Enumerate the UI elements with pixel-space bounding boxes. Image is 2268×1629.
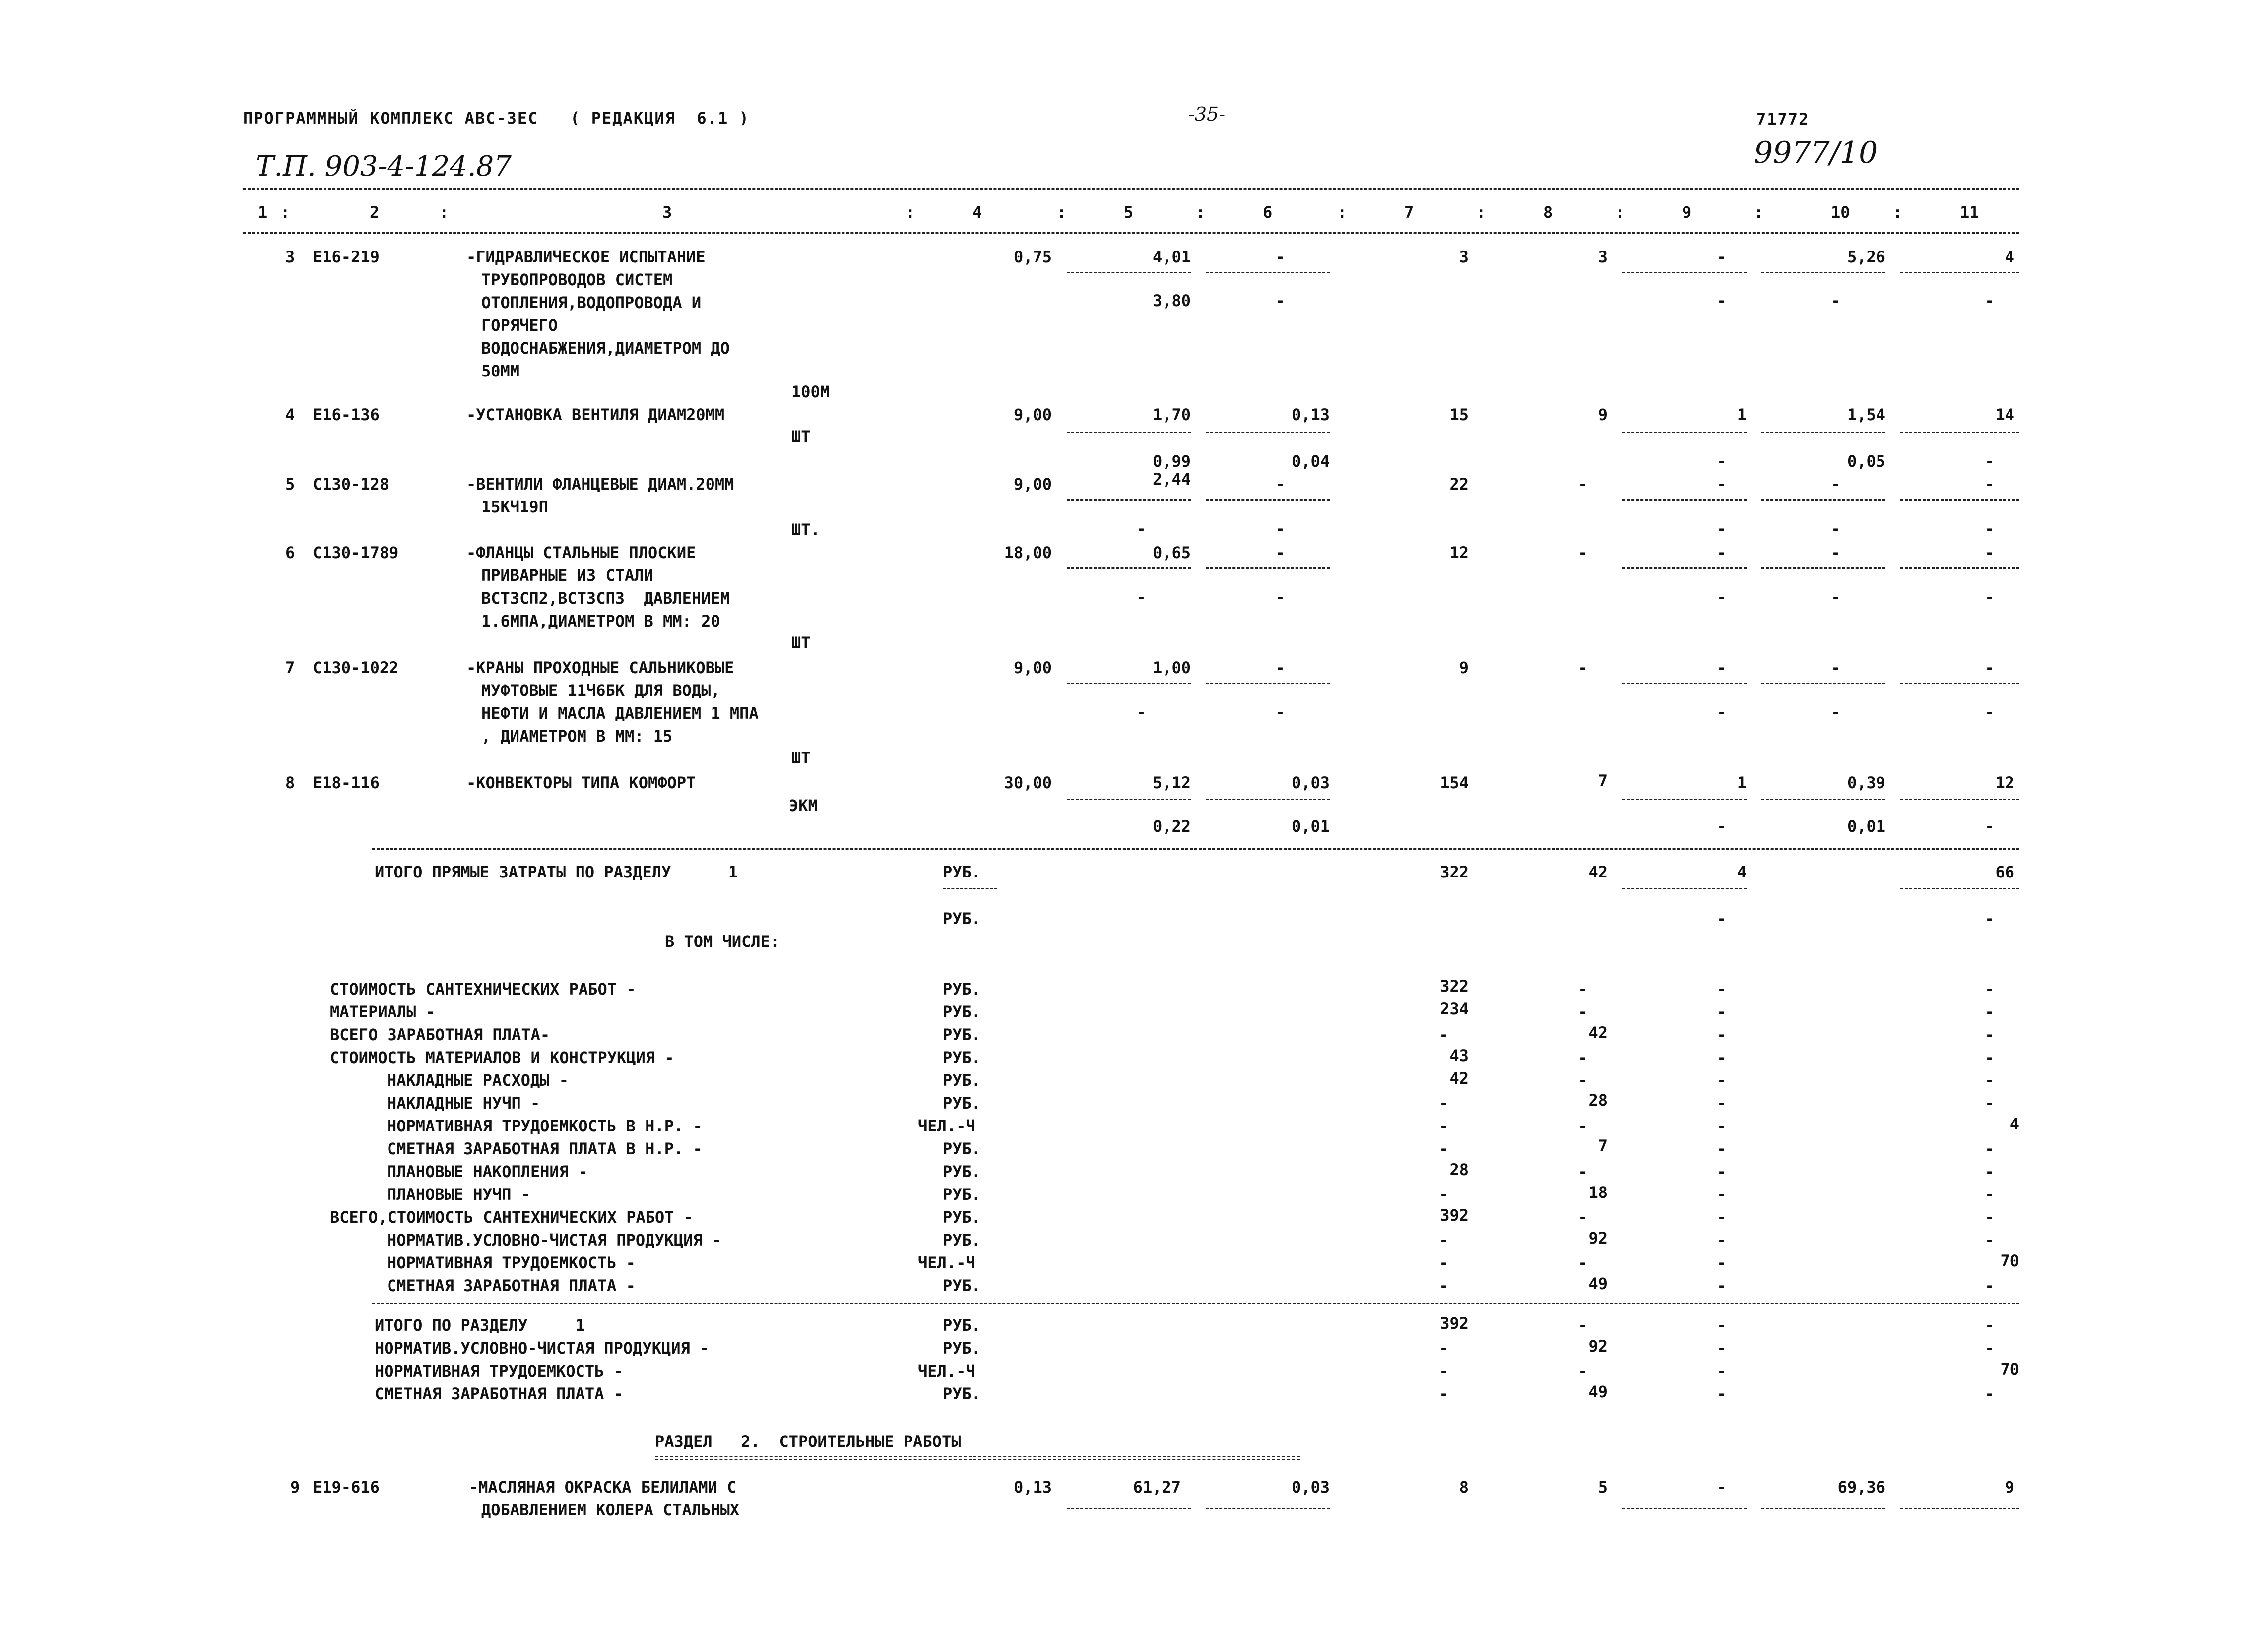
cell: - — [1439, 1384, 1449, 1403]
row-code: Е16-136 — [313, 405, 380, 424]
row-number: 3 — [285, 248, 295, 266]
cell: - — [1717, 1384, 1727, 1403]
cell: - — [1136, 703, 1146, 722]
cell: 4 — [2009, 1115, 2019, 1133]
cell: 0,05 — [1847, 452, 1885, 471]
row-number: 7 — [285, 658, 295, 677]
unit: РУБ. — [943, 1208, 981, 1227]
cell: - — [1985, 1231, 1995, 1250]
work-name: -ВЕНТИЛИ ФЛАНЦЕВЫЕ ДИАМ.20ММ — [466, 475, 734, 494]
cell: - — [1578, 1253, 1588, 1272]
quantity: 9,00 — [1013, 475, 1052, 494]
cell: - — [1275, 291, 1285, 310]
work-name: ВОДОСНАБЖЕНИЯ,ДИАМЕТРОМ ДО — [481, 339, 730, 358]
cell: - — [1275, 519, 1285, 538]
cell: - — [1717, 452, 1727, 471]
cell: - — [1831, 658, 1841, 677]
cell: - — [1985, 543, 1995, 562]
cell: - — [1439, 1185, 1449, 1204]
cell: - — [1985, 1339, 1995, 1358]
total-direct-label: ИТОГО ПРЯМЫЕ ЗАТРАТЫ ПО РАЗДЕЛУ 1 — [375, 863, 738, 881]
cell: - — [1985, 1384, 1995, 1403]
breakdown-label: СМЕТНАЯ ЗАРАБОТНАЯ ПЛАТА В Н.Р. - — [387, 1139, 703, 1158]
unit: РУБ. — [943, 1071, 981, 1090]
cell: 9 — [2005, 1478, 2014, 1497]
including-title: В ТОМ ЧИСЛЕ: — [665, 932, 780, 951]
row-code: С130-1789 — [313, 543, 399, 562]
cell: 9 — [1598, 405, 1608, 424]
work-name: НЕФТИ И МАСЛА ДАВЛЕНИЕМ 1 МПА — [481, 704, 759, 723]
cell: - — [1275, 475, 1285, 494]
cell: 12 — [1449, 543, 1469, 562]
breakdown-label: ВСЕГО ЗАРАБОТНАЯ ПЛАТА- — [330, 1025, 550, 1044]
cell: - — [1831, 291, 1841, 310]
cell: 0,99 — [1152, 452, 1191, 471]
cell: 42 — [1449, 1069, 1469, 1088]
column-header: 7 — [1404, 203, 1414, 222]
cell: 43 — [1449, 1046, 1469, 1065]
cell: 0,39 — [1847, 773, 1885, 792]
cell: - — [1439, 1139, 1449, 1158]
cell: - — [1717, 658, 1727, 677]
cell: - — [1831, 475, 1841, 494]
cell: - — [1985, 1002, 1995, 1021]
breakdown-label: НОРМАТИВНАЯ ТРУДОЕМКОСТЬ - — [387, 1253, 636, 1272]
cell: 392 — [1440, 1206, 1469, 1225]
cell: 322 — [1440, 977, 1469, 996]
cell: - — [1985, 1208, 1995, 1227]
work-name: ВСТ3СП2,ВСТ3СП3 ДАВЛЕНИЕМ — [481, 589, 730, 608]
work-name: -ФЛАНЦЫ СТАЛЬНЫЕ ПЛОСКИЕ — [466, 543, 696, 562]
page-number: -35- — [1188, 103, 1226, 125]
row-number: 5 — [285, 475, 295, 494]
cell: - — [1578, 1002, 1588, 1021]
work-name: 15КЧ19П — [481, 498, 548, 516]
cell: - — [1717, 1276, 1727, 1295]
work-name: МУФТОВЫЕ 11Ч6БК ДЛЯ ВОДЫ, — [481, 681, 720, 700]
unit: РУБ. — [943, 863, 981, 881]
cell: - — [1717, 980, 1727, 999]
sheet-number: 9977/10 — [1754, 135, 1878, 170]
quantity: 9,00 — [1013, 658, 1052, 677]
row-code: С130-1022 — [313, 658, 399, 677]
cell: - — [1717, 1071, 1727, 1090]
work-name: ТРУБОПРОВОДОВ СИСТЕМ — [481, 270, 673, 289]
unit: ШТ. — [791, 520, 820, 539]
cell: 1 — [1737, 405, 1747, 424]
cell: - — [1831, 543, 1841, 562]
cell: - — [1578, 1117, 1588, 1135]
unit: РУБ. — [943, 1339, 981, 1358]
unit: РУБ. — [943, 1231, 981, 1250]
unit: ЧЕЛ.-Ч — [918, 1253, 975, 1272]
cell: - — [1985, 1162, 1995, 1181]
cell: - — [1985, 1094, 1995, 1113]
cell: - — [1717, 1339, 1727, 1358]
cell: 70 — [2000, 1360, 2019, 1378]
cell: 8 — [1459, 1478, 1469, 1497]
cell: 0,03 — [1291, 773, 1330, 792]
cell: - — [1578, 475, 1588, 494]
cell: - — [1717, 1231, 1727, 1250]
work-name: 1.6МПА,ДИАМЕТРОМ В ММ: 20 — [481, 612, 720, 630]
work-name: ДОБАВЛЕНИЕМ КОЛЕРА СТАЛЬНЫХ — [481, 1501, 740, 1519]
column-header: 9 — [1682, 203, 1692, 222]
unit: РУБ. — [943, 1094, 981, 1113]
cell: - — [1439, 1253, 1449, 1272]
breakdown-label: СМЕТНАЯ ЗАРАБОТНАЯ ПЛАТА - — [387, 1276, 636, 1295]
table-header-rule — [243, 232, 2019, 234]
row-number: 6 — [285, 543, 295, 562]
quantity: 18,00 — [1004, 543, 1052, 562]
section-total-label: НОРМАТИВ.УСЛОВНО-ЧИСТАЯ ПРОДУКЦИЯ - — [375, 1339, 710, 1358]
cell: - — [1578, 543, 1588, 562]
quantity: 0,13 — [1013, 1478, 1052, 1497]
column-header: 3 — [662, 203, 672, 222]
cell: - — [1439, 1362, 1449, 1380]
cell: - — [1985, 909, 1995, 928]
cell: 154 — [1440, 773, 1469, 792]
cell: - — [1717, 543, 1727, 562]
cell: 28 — [1588, 1091, 1608, 1110]
cell: - — [1578, 1048, 1588, 1067]
cell: 0,13 — [1291, 405, 1330, 424]
section-total-label: СМЕТНАЯ ЗАРАБОТНАЯ ПЛАТА - — [375, 1384, 623, 1403]
cell: 66 — [1995, 863, 2014, 881]
cell: - — [1717, 1478, 1727, 1497]
section-total-label: НОРМАТИВНАЯ ТРУДОЕМКОСТЬ - — [375, 1362, 623, 1380]
cell: 18 — [1588, 1183, 1608, 1202]
cell: - — [1717, 909, 1727, 928]
cell: 15 — [1449, 405, 1469, 424]
cell: - — [1985, 703, 1995, 722]
cell: - — [1439, 1339, 1449, 1358]
work-name: -КРАНЫ ПРОХОДНЫЕ САЛЬНИКОВЫЕ — [466, 658, 734, 677]
cell: 92 — [1588, 1229, 1608, 1248]
cell: 5,12 — [1152, 773, 1191, 792]
rows-end-rule — [372, 848, 2019, 850]
cell: - — [1275, 543, 1285, 562]
cell: - — [1985, 1316, 1995, 1335]
cell: 0,04 — [1291, 452, 1330, 471]
quantity: 30,00 — [1004, 773, 1052, 792]
cell: 12 — [1995, 773, 2014, 792]
row-code: Е16-219 — [313, 248, 380, 266]
cell: - — [1578, 1316, 1588, 1335]
cell: 0,03 — [1291, 1478, 1330, 1497]
cell: 70 — [2000, 1252, 2019, 1270]
cell: - — [1717, 703, 1727, 722]
cell: 3 — [1598, 248, 1608, 266]
cell: 0,65 — [1152, 543, 1191, 562]
cell: - — [1578, 1362, 1588, 1380]
breakdown-label: СТОИМОСТЬ САНТЕХНИЧЕСКИХ РАБОТ - — [330, 980, 636, 999]
work-name: -МАСЛЯНАЯ ОКРАСКА БЕЛИЛАМИ С — [469, 1478, 737, 1497]
cell: - — [1717, 1316, 1727, 1335]
cell: 392 — [1440, 1314, 1469, 1333]
project-number: Т.П. 903-4-124.87 — [256, 150, 512, 183]
unit: РУБ. — [943, 1185, 981, 1204]
column-header: 1 — [258, 203, 268, 222]
unit: РУБ. — [943, 980, 981, 999]
cell: 9 — [1459, 658, 1469, 677]
unit: ШТ — [791, 633, 811, 652]
cell: - — [1439, 1094, 1449, 1113]
cell: - — [1717, 817, 1727, 836]
column-header: 2 — [370, 203, 380, 222]
cell: 0,22 — [1152, 817, 1191, 836]
cell: - — [1985, 1048, 1995, 1067]
section-2-title: РАЗДЕЛ 2. СТРОИТЕЛЬНЫЕ РАБОТЫ — [655, 1432, 961, 1451]
cell: - — [1717, 291, 1727, 310]
cell: - — [1717, 1362, 1727, 1380]
unit: РУБ. — [943, 1139, 981, 1158]
work-name: -КОНВЕКТОРЫ ТИПА КОМФОРТ — [466, 773, 696, 792]
unit: ЭКМ — [789, 796, 818, 815]
work-name: -УСТАНОВКА ВЕНТИЛЯ ДИАМ20ММ — [466, 405, 725, 424]
work-name: ОТОПЛЕНИЯ,ВОДОПРОВОДА И — [481, 293, 702, 312]
cell: - — [1985, 1071, 1995, 1090]
cell: 61,27 — [1133, 1478, 1181, 1497]
work-name: ГОРЯЧЕГО — [481, 316, 558, 335]
cell: - — [1717, 519, 1727, 538]
cell: - — [1578, 1208, 1588, 1227]
cell: 42 — [1588, 1023, 1608, 1042]
cell: - — [1717, 1094, 1727, 1113]
unit: ШТ — [791, 749, 811, 767]
cell: - — [1717, 1002, 1727, 1021]
work-name: 50ММ — [481, 362, 520, 380]
row-number: 4 — [285, 405, 295, 424]
table-top-rule — [243, 188, 2019, 190]
cell: - — [1985, 658, 1995, 677]
cell: 2,44 — [1152, 470, 1191, 489]
cell: 22 — [1449, 475, 1469, 494]
unit: РУБ. — [943, 1048, 981, 1067]
cell: - — [1985, 588, 1995, 607]
cell: - — [1985, 1025, 1995, 1044]
column-header: 8 — [1543, 203, 1553, 222]
cell: - — [1831, 519, 1841, 538]
cell: - — [1985, 817, 1995, 836]
cell: 49 — [1588, 1274, 1608, 1293]
cell: 4,01 — [1152, 248, 1191, 266]
breakdown-label: МАТЕРИАЛЫ - — [330, 1002, 435, 1021]
unit: ЧЕЛ.-Ч — [918, 1117, 975, 1135]
cell: - — [1717, 1185, 1727, 1204]
cell: - — [1717, 1117, 1727, 1135]
document-number: 71772 — [1756, 110, 1810, 128]
cell: - — [1136, 588, 1146, 607]
cell: 7 — [1598, 1136, 1608, 1155]
column-header: 4 — [972, 203, 982, 222]
breakdown-label: ПЛАНОВЫЕ НУЧП - — [387, 1185, 530, 1204]
unit: РУБ. — [943, 1002, 981, 1021]
cell: 5,26 — [1847, 248, 1885, 266]
unit: РУБ. — [943, 1162, 981, 1181]
cell: 1,00 — [1152, 658, 1191, 677]
cell: 7 — [1598, 771, 1608, 790]
row-code: Е19-616 — [313, 1478, 380, 1497]
breakdown-label: ВСЕГО,СТОИМОСТЬ САНТЕХНИЧЕСКИХ РАБОТ - — [330, 1208, 694, 1227]
cell: - — [1985, 1276, 1995, 1295]
quantity: 9,00 — [1013, 405, 1052, 424]
cell: - — [1439, 1117, 1449, 1135]
section-total-label: ИТОГО ПО РАЗДЕЛУ 1 — [375, 1316, 585, 1335]
cell: - — [1717, 1162, 1727, 1181]
breakdown-label: НАКЛАДНЫЕ НУЧП - — [387, 1094, 540, 1113]
cell: 0,01 — [1291, 817, 1330, 836]
breakdown-label: НОРМАТИВНАЯ ТРУДОЕМКОСТЬ В Н.Р. - — [387, 1117, 703, 1135]
breakdown-label: НОРМАТИВ.УСЛОВНО-ЧИСТАЯ ПРОДУКЦИЯ - — [387, 1231, 722, 1250]
unit: РУБ. — [943, 1025, 981, 1044]
column-header: 11 — [1960, 203, 1979, 222]
cell: 5 — [1598, 1478, 1608, 1497]
cell: - — [1985, 519, 1995, 538]
cell: - — [1717, 1048, 1727, 1067]
work-name: , ДИАМЕТРОМ В ММ: 15 — [481, 727, 673, 746]
cell: 4 — [2005, 248, 2014, 266]
column-header: 10 — [1831, 203, 1850, 222]
unit: ЧЕЛ.-Ч — [918, 1362, 975, 1380]
cell: 234 — [1440, 1000, 1469, 1018]
cell: 4 — [1737, 863, 1747, 881]
row-code: Е18-116 — [313, 773, 380, 792]
unit: 100М — [791, 382, 830, 401]
cell: 322 — [1440, 863, 1469, 881]
cell: - — [1275, 703, 1285, 722]
section-2-underline — [655, 1456, 1300, 1460]
cell: - — [1717, 1025, 1727, 1044]
cell: - — [1578, 658, 1588, 677]
cell: - — [1275, 588, 1285, 607]
cell: 1,54 — [1847, 405, 1885, 424]
breakdown-label: ПЛАНОВЫЕ НАКОПЛЕНИЯ - — [387, 1162, 588, 1181]
cell: - — [1985, 980, 1995, 999]
unit: РУБ. — [943, 1276, 981, 1295]
column-header: 6 — [1263, 203, 1273, 222]
cell: - — [1578, 1071, 1588, 1090]
cell: - — [1578, 980, 1588, 999]
cell: - — [1717, 248, 1727, 266]
cell: 69,36 — [1837, 1478, 1885, 1497]
cell: 92 — [1588, 1337, 1608, 1356]
cell: - — [1831, 703, 1841, 722]
unit: РУБ. — [943, 1384, 981, 1403]
unit: РУБ. — [943, 1316, 981, 1335]
unit: ШТ — [791, 427, 811, 446]
cell: - — [1717, 1139, 1727, 1158]
column-header: 5 — [1124, 203, 1134, 222]
cell: - — [1136, 519, 1146, 538]
cell: - — [1985, 475, 1995, 494]
cell: - — [1717, 475, 1727, 494]
cell: 0,01 — [1847, 817, 1885, 836]
row-code: С130-128 — [313, 475, 389, 494]
cell: 14 — [1995, 405, 2014, 424]
cell: - — [1275, 248, 1285, 266]
cell: - — [1275, 658, 1285, 677]
cell: - — [1578, 1162, 1588, 1181]
row-number: 8 — [285, 773, 295, 792]
cell: - — [1717, 1253, 1727, 1272]
section-total-rule — [372, 1303, 2019, 1304]
work-name: ПРИВАРНЫЕ ИЗ СТАЛИ — [481, 566, 653, 585]
cell: 3,80 — [1152, 291, 1191, 310]
cell: - — [1717, 588, 1727, 607]
row-number: 9 — [290, 1478, 300, 1497]
cell: 3 — [1459, 248, 1469, 266]
quantity: 0,75 — [1013, 248, 1052, 266]
cell: - — [1985, 291, 1995, 310]
program-title: ПРОГРАММНЫЙ КОМПЛЕКС АВС-3ЕС ( РЕДАКЦИЯ 6.1 ) — [243, 109, 750, 127]
breakdown-label: СТОИМОСТЬ МАТЕРИАЛОВ И КОНСТРУКЦИЯ - — [330, 1048, 674, 1067]
cell: - — [1717, 1208, 1727, 1227]
cell: 49 — [1588, 1382, 1608, 1401]
cell: 1 — [1737, 773, 1747, 792]
cell: - — [1985, 1139, 1995, 1158]
work-name: -ГИДРАВЛИЧЕСКОЕ ИСПЫТАНИЕ — [466, 248, 706, 266]
cell: - — [1831, 588, 1841, 607]
cell: 1,70 — [1152, 405, 1191, 424]
cell: - — [1985, 1185, 1995, 1204]
cell: - — [1439, 1025, 1449, 1044]
breakdown-label: НАКЛАДНЫЕ РАСХОДЫ - — [387, 1071, 569, 1090]
unit: РУБ. — [943, 909, 981, 928]
cell: - — [1439, 1276, 1449, 1295]
cell: - — [1439, 1231, 1449, 1250]
cell: - — [1985, 452, 1995, 471]
cell: 28 — [1449, 1160, 1469, 1179]
cell: 42 — [1588, 863, 1608, 881]
